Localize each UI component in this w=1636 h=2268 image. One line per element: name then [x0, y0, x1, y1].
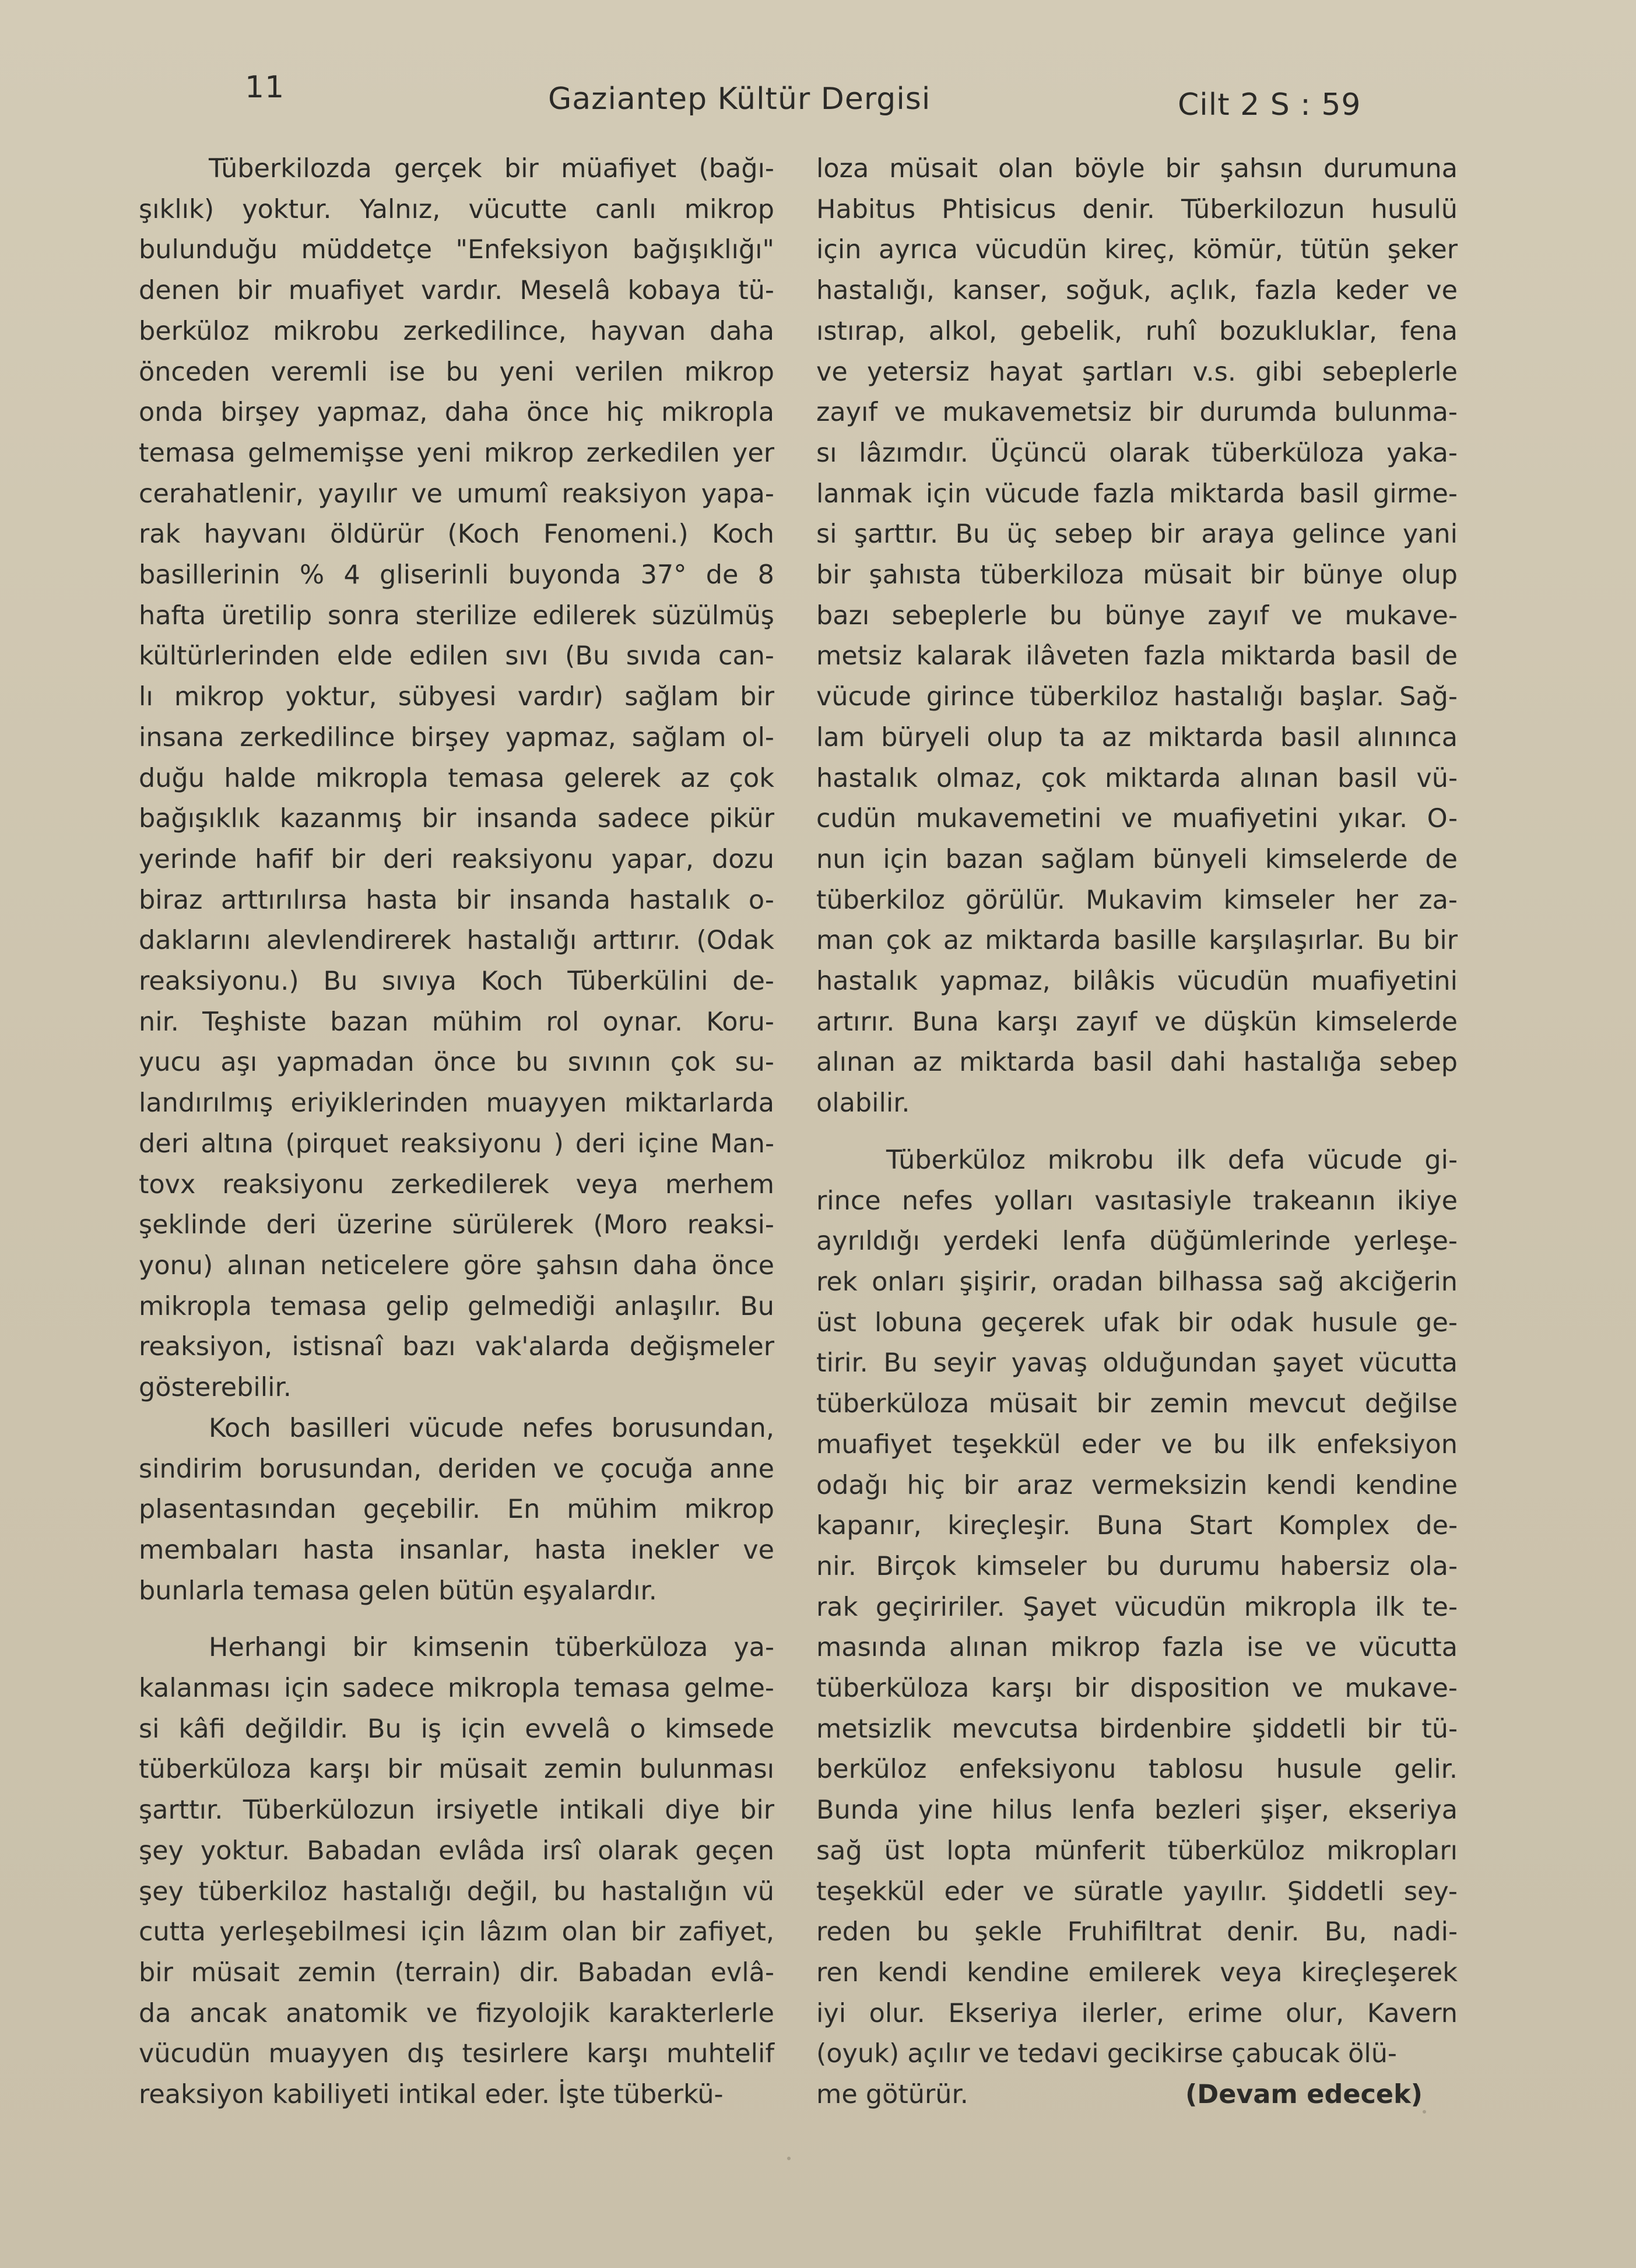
- text-line: lanmak için vücude fazla miktarda basil girme-: [816, 479, 1458, 509]
- text-line: masında alınan mikrop fazla ise ve vücutta: [816, 1633, 1458, 1663]
- text-line: kapanır, kireçleşir. Buna Start Komplex de-: [816, 1511, 1458, 1541]
- text-line: duğu halde mikropla temasa gelerek az çok: [139, 763, 774, 793]
- text-line: daklarını alevlendirerek hastalığı arttırır. (Odak: [139, 926, 774, 956]
- paper-speck: [1423, 2110, 1426, 2114]
- text-line: bağışıklık kazanmış bir insanda sadece pikür: [139, 804, 774, 834]
- text-line: odağı hiç bir araz vermeksizin kendi kendine: [816, 1470, 1458, 1500]
- text-line: hastalık olmaz, çok miktarda alınan basil vü-: [816, 763, 1458, 793]
- text-line: cerahatlenir, yayılır ve umumî reaksiyon yapa-: [139, 479, 774, 509]
- text-line: plasentasından geçebilir. En mühim mikrop: [139, 1495, 774, 1525]
- paragraph: [139, 1408, 774, 1612]
- text-line: sı lâzımdır. Üçüncü olarak tüberküloza yaka-: [816, 438, 1458, 468]
- text-line: berküloz mikrobu zerkedilince, hayvan daha: [139, 316, 774, 346]
- text-line: basillerinin % 4 gliserinli buyonda 37° de 8: [139, 560, 774, 590]
- text-line: Koch basilleri vücude nefes borusundan,: [209, 1413, 774, 1443]
- text-line: iyi olur. Ekseriya ilerler, erime olur, Kavern: [816, 1998, 1458, 2028]
- journal-title: Gaziantep Kültür Dergisi: [548, 82, 931, 117]
- text-line: Herhangi bir kimsenin tüberküloza ya-: [209, 1633, 774, 1663]
- text-line: kültürlerinden elde edilen sıvı (Bu sıvıda can-: [139, 641, 774, 671]
- paragraph-gap: [816, 1124, 1458, 1140]
- text-line: cudün mukavemetini ve muafiyetini yıkar. O-: [816, 804, 1458, 834]
- text-line: metsiz kalarak ilâveten fazla miktarda basil de: [816, 641, 1458, 671]
- text-line: şey tüberkiloz hastalığı değil, bu hastalığın vü: [139, 1876, 774, 1907]
- right-column: [816, 149, 1458, 2115]
- text-line: tüberküloza müsait bir zemin mevcut değilse: [816, 1389, 1458, 1419]
- text-line: teşekkül eder ve süratle yayılır. Şiddetli sey-: [816, 1876, 1458, 1907]
- text-line: rak geçiririler. Şayet vücudün mikropla ilk te-: [816, 1592, 1458, 1622]
- text-line: si kâfi değildir. Bu iş için evvelâ o kimsede: [139, 1714, 774, 1744]
- text-line: ve yetersiz hayat şartları v.s. gibi sebeplerle: [816, 357, 1458, 387]
- text-line: vücude girince tüberkiloz hastalığı başlar. Sağ-: [816, 682, 1458, 712]
- text-line: bulunduğu müddetçe "Enfeksiyon bağışıklığı": [139, 235, 774, 265]
- text-line: nun için bazan sağlam bünyeli kimselerde de: [816, 844, 1458, 874]
- text-line: da ancak anatomik ve fizyolojik karakterlerle: [139, 1998, 774, 2028]
- text-line: man çok az miktarda basille karşılaşırlar. Bu bir: [816, 926, 1458, 956]
- text-line: rak hayvanı öldürür (Koch Fenomeni.) Koch: [139, 519, 774, 550]
- text-line: rek onları şişirir, oradan bilhassa sağ akciğerin: [816, 1267, 1458, 1297]
- text-line: membaları hasta insanlar, hasta inekler ve: [139, 1535, 774, 1565]
- text-line: Bunda yine hilus lenfa bezleri şişer, ekseriya: [816, 1795, 1458, 1826]
- text-line: denen bir muafiyet vardır. Meselâ kobaya tü-: [139, 276, 774, 306]
- text-line: vücudün muayyen dış tesirlere karşı muhtelif: [139, 2039, 774, 2069]
- page-number: 11: [245, 70, 285, 105]
- text-line: şıklık) yoktur. Yalnız, vücutte canlı mikrop: [139, 194, 774, 224]
- text-line: şarttır. Tüberkülozun irsiyetle intikali diye bir: [139, 1795, 774, 1826]
- paragraph: [816, 149, 1458, 1124]
- text-line: Habitus Phtisicus denir. Tüberkilozun husulü: [816, 194, 1458, 224]
- text-line: şey yoktur. Babadan evlâda irsî olarak geçen: [139, 1836, 774, 1866]
- text-line: biraz arttırılırsa hasta bir insanda hastalık o-: [139, 885, 774, 915]
- text-line: tüberkiloz görülür. Mukavim kimseler her za-: [816, 885, 1458, 915]
- text-line: bazı sebeplerle bu bünye zayıf ve mukave-: [816, 600, 1458, 631]
- left-column: [139, 149, 774, 2115]
- text-line: cutta yerleşebilmesi için lâzım olan bir zafiyet,: [139, 1917, 774, 1947]
- text-line: metsizlik mevcutsa birdenbire şiddetli bir tü-: [816, 1714, 1458, 1744]
- text-line: ıstırap, alkol, gebelik, ruhî bozukluklar, fena: [816, 316, 1458, 346]
- text-line: insana zerkedilince birşey yapmaz, sağlam ol-: [139, 722, 774, 753]
- text-line: önceden veremli ise bu yeni verilen mikrop: [139, 357, 774, 387]
- text-line: sindirim borusundan, deriden ve çocuğa anne: [139, 1454, 774, 1484]
- text-line: loza müsait olan böyle bir şahsın durumuna: [816, 154, 1458, 184]
- text-line: reaksiyon kabiliyeti intikal eder. İşte tüberkü-: [139, 2080, 724, 2110]
- text-line: temasa gelmemişse yeni mikrop zerkedilen yer: [139, 438, 774, 468]
- text-line: deri altına (pirquet reaksiyonu ) deri içine Man-: [139, 1128, 774, 1159]
- paper-speck: [787, 2157, 791, 2160]
- text-line: reden bu şekle Fruhifiltrat denir. Bu, nadi-: [816, 1917, 1458, 1947]
- text-line: yucu aşı yapmadan önce bu sıvının çok su-: [139, 1047, 774, 1078]
- text-line: artırır. Buna karşı zayıf ve düşkün kimselerde: [816, 1007, 1458, 1037]
- text-line: tüberküloza karşı bir müsait zemin bulunması: [139, 1754, 774, 1785]
- text-line: ren kendi kendine emilerek veya kireçleşerek: [816, 1957, 1458, 1988]
- text-line: mikropla temasa gelip gelmediği anlaşılır. Bu: [139, 1291, 774, 1321]
- text-line: yerinde hafif bir deri reaksiyonu yapar, dozu: [139, 844, 774, 874]
- text-line: nir. Teşhiste bazan mühim rol oynar. Koru-: [139, 1007, 774, 1037]
- text-line: sağ üst lopta münferit tüberküloz mikropları: [816, 1836, 1458, 1866]
- text-line: hafta üretilip sonra sterilize edilerek süzülmüş: [139, 600, 774, 631]
- text-line: alınan az miktarda basil dahi hastalığa sebep: [816, 1047, 1458, 1078]
- text-line: şeklinde deri üzerine sürülerek (Moro reaksi-: [139, 1210, 774, 1240]
- text-line: bir şahısta tüberkiloza müsait bir bünye olup: [816, 560, 1458, 590]
- page-header: [0, 70, 1636, 140]
- text-line: ayrıldığı yerdeki lenfa düğümlerinde yerleşe-: [816, 1226, 1458, 1257]
- text-line: bir müsait zemin (terrain) dir. Babadan evlâ-: [139, 1957, 774, 1988]
- text-line: tovx reaksiyonu zerkedilerek veya merhem: [139, 1169, 774, 1200]
- text-line: nir. Birçok kimseler bu durumu habersiz ola-: [816, 1551, 1458, 1581]
- text-line: lı mikrop yoktur, sübyesi vardır) sağlam bir: [139, 682, 774, 712]
- text-line: hastalık yapmaz, bilâkis vücudün muafiyetini: [816, 966, 1458, 997]
- text-line: muafiyet teşekkül eder ve bu ilk enfeksiyon: [816, 1429, 1458, 1460]
- continuation-note: (Devam edecek): [1185, 2080, 1423, 2110]
- text-line: Tüberkilozda gerçek bir müafiyet (bağı-: [209, 154, 774, 184]
- paragraph-gap: [139, 1611, 774, 1627]
- text-line: bunlarla temasa gelen bütün eşyalardır.: [139, 1576, 657, 1606]
- text-line: si şarttır. Bu üç sebep bir araya gelince yani: [816, 519, 1458, 550]
- volume-issue: Cilt 2 S : 59: [1178, 87, 1361, 122]
- final-line-text: me götürür.: [816, 2080, 968, 2110]
- text-line: landırılmış eriyiklerinden muayyen miktarlarda: [139, 1088, 774, 1119]
- paragraph: [139, 149, 774, 1408]
- text-line: tüberküloza karşı bir disposition ve mukave-: [816, 1673, 1458, 1704]
- text-line: (oyuk) açılır ve tedavi gecikirse çabucak ölü-: [816, 2039, 1397, 2069]
- text-line: yonu) alınan neticelere göre şahsın daha önce: [139, 1250, 774, 1281]
- final-line: [816, 2074, 1458, 2115]
- text-line: Tüberküloz mikrobu ilk defa vücude gi-: [886, 1145, 1458, 1175]
- text-line: kalanması için sadece mikropla temasa gelme-: [139, 1673, 774, 1704]
- paragraph: [816, 1140, 1458, 2074]
- text-line: gösterebilir.: [139, 1373, 292, 1403]
- text-line: berküloz enfeksiyonu tablosu husule gelir.: [816, 1754, 1458, 1785]
- text-line: için ayrıca vücudün kireç, kömür, tütün şeker: [816, 235, 1458, 265]
- text-line: rince nefes yolları vasıtasiyle trakeanın ikiye: [816, 1186, 1458, 1216]
- text-line: reaksiyonu.) Bu sıvıya Koch Tüberkülini de-: [139, 966, 774, 997]
- text-line: hastalığı, kanser, soğuk, açlık, fazla keder ve: [816, 276, 1458, 306]
- paragraph: [139, 1627, 774, 2115]
- text-line: lam büryeli olup ta az miktarda basil alınınca: [816, 722, 1458, 753]
- text-line: tirir. Bu seyir yavaş olduğundan şayet vücutta: [816, 1348, 1458, 1379]
- text-line: zayıf ve mukavemetsiz bir durumda bulunma-: [816, 398, 1458, 428]
- text-line: onda birşey yapmaz, daha önce hiç mikropla: [139, 398, 774, 428]
- text-line: reaksiyon, istisnaî bazı vak'alarda değişmeler: [139, 1332, 774, 1362]
- text-line: olabilir.: [816, 1088, 910, 1119]
- text-line: üst lobuna geçerek ufak bir odak husule ge-: [816, 1307, 1458, 1338]
